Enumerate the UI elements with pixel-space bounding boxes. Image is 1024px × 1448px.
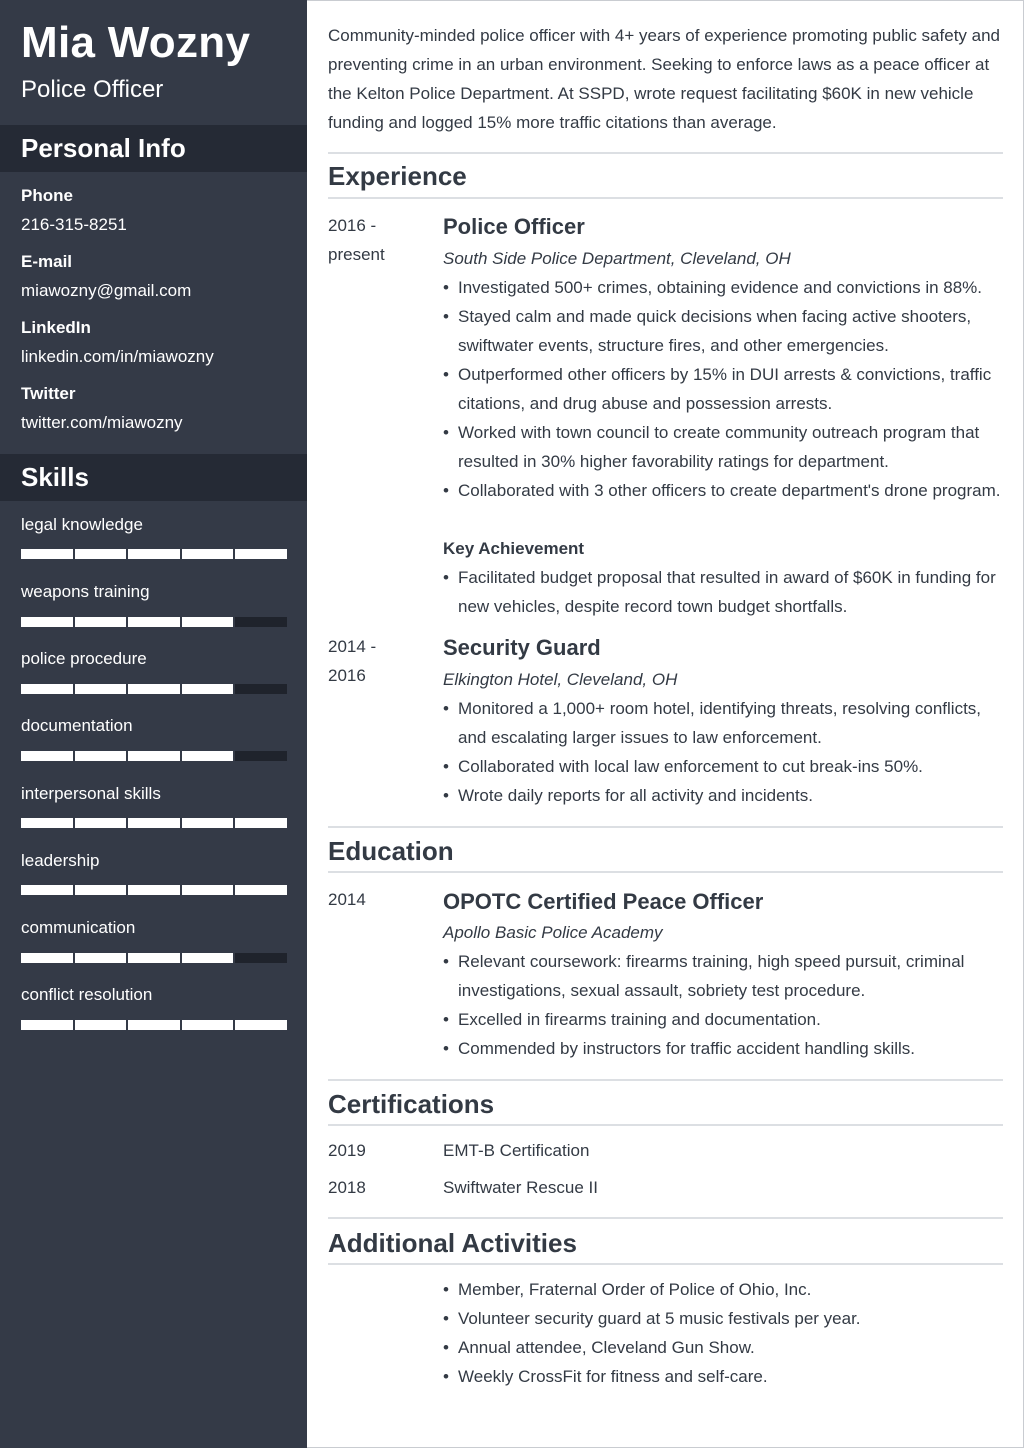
twitter-value: twitter.com/miawozny: [21, 413, 183, 432]
main-content: [307, 0, 1024, 1448]
job-date-start: 2014 -: [328, 637, 377, 656]
skill-name: conflict resolution: [21, 985, 153, 1004]
twitter-label: Twitter: [21, 384, 76, 403]
achievement-list: [443, 563, 1008, 621]
skill-segment-divider: [73, 549, 75, 559]
sidebar: [0, 0, 307, 1448]
skill-segment-divider: [73, 617, 75, 627]
skill-level-bar: [21, 885, 287, 895]
skill-segment-divider: [180, 818, 182, 828]
skill-segment-divider: [73, 885, 75, 895]
skill-level-bar: [21, 617, 287, 627]
job-bullet: • Wrote daily reports for all activity and incidents.: [443, 781, 1008, 810]
candidate-name: Mia Wozny: [21, 18, 251, 67]
achievement-bullet: • Facilitated budget proposal that resulted in award of $60K in funding for new vehicles, despite record town budget shortfalls.: [443, 563, 1008, 621]
skill-segment-divider: [180, 953, 182, 963]
skill-name: police procedure: [21, 649, 147, 668]
job-date-end: present: [328, 245, 385, 264]
education-bullet: • Excelled in firearms training and documentation.: [443, 1005, 1008, 1034]
skill-segment-divider: [73, 1020, 75, 1030]
activity-bullet: • Volunteer security guard at 5 music festivals per year.: [443, 1304, 1008, 1333]
education-school: Apollo Basic Police Academy: [443, 923, 663, 942]
job-date-end: 2016: [328, 666, 366, 685]
job-title: Security Guard: [443, 635, 601, 660]
job-bullet-list: [443, 694, 1008, 810]
section-divider: [328, 1217, 1003, 1219]
personal-info-heading: Personal Info: [21, 133, 186, 163]
phone-label: Phone: [21, 186, 73, 205]
skill-level-bar: [21, 684, 287, 694]
candidate-title: Police Officer: [21, 76, 164, 103]
job-date-range: [328, 211, 428, 269]
skill-level-bar: [21, 818, 287, 828]
phone-value: 216-315-8251: [21, 215, 127, 234]
skill-level-bar: [21, 1020, 287, 1030]
skill-level-fill: [21, 885, 287, 895]
section-divider: [328, 826, 1003, 828]
job-date-start: 2016 -: [328, 216, 377, 235]
section-divider: [328, 1263, 1003, 1265]
skill-segment-divider: [233, 684, 235, 694]
education-bullet: • Commended by instructors for traffic accident handling skills.: [443, 1034, 1008, 1063]
skill-segment-divider: [126, 953, 128, 963]
job-bullet: • Outperformed other officers by 15% in DUI arrests & convictions, traffic citations, and drug abuse and possession arrests.: [443, 360, 1008, 418]
activity-bullet: • Weekly CrossFit for fitness and self-care.: [443, 1362, 1008, 1391]
education-degree: OPOTC Certified Peace Officer: [443, 889, 764, 914]
personal-info-heading-band: [0, 125, 307, 172]
education-date: 2014: [328, 890, 366, 909]
skill-segment-divider: [73, 953, 75, 963]
skill-name: weapons training: [21, 582, 150, 601]
activities-list: [443, 1275, 1008, 1391]
job-bullet: • Stayed calm and made quick decisions when facing active shooters, swiftwater events, structure fires, and other emergencies.: [443, 302, 1008, 360]
skill-level-bar: [21, 549, 287, 559]
skill-segment-divider: [233, 953, 235, 963]
skill-segment-divider: [180, 751, 182, 761]
certification-year: 2019: [328, 1141, 366, 1160]
activity-bullet: • Member, Fraternal Order of Police of Ohio, Inc.: [443, 1275, 1008, 1304]
skill-segment-divider: [180, 1020, 182, 1030]
job-employer: South Side Police Department, Cleveland, OH: [443, 249, 791, 268]
skill-segment-divider: [233, 617, 235, 627]
skill-segment-divider: [73, 818, 75, 828]
skill-segment-divider: [233, 549, 235, 559]
skill-segment-divider: [233, 885, 235, 895]
skill-segment-divider: [73, 684, 75, 694]
experience-heading: Experience: [328, 161, 467, 191]
skill-name: interpersonal skills: [21, 784, 161, 803]
job-bullet: • Worked with town council to create community outreach program that resulted in 30% higher favorability ratings for department.: [443, 418, 1008, 476]
section-divider: [328, 152, 1003, 154]
certification-year: 2018: [328, 1178, 366, 1197]
activity-bullet: • Annual attendee, Cleveland Gun Show.: [443, 1333, 1008, 1362]
skill-segment-divider: [126, 818, 128, 828]
activities-heading: Additional Activities: [328, 1228, 577, 1258]
skill-segment-divider: [126, 549, 128, 559]
job-bullet: • Monitored a 1,000+ room hotel, identifying threats, resolving conflicts, and escalating larger issues to law enforcement.: [443, 694, 1008, 752]
job-bullet: • Investigated 500+ crimes, obtaining evidence and convictions in 88%.: [443, 273, 1008, 302]
skill-segment-divider: [126, 684, 128, 694]
skill-segment-divider: [126, 751, 128, 761]
skill-level-bar: [21, 751, 287, 761]
job-employer: Elkington Hotel, Cleveland, OH: [443, 670, 678, 689]
skill-segment-divider: [233, 751, 235, 761]
skill-name: legal knowledge: [21, 515, 143, 534]
section-divider: [328, 1079, 1003, 1081]
education-bullet: • Relevant coursework: firearms training, high speed pursuit, criminal investigations, sexual assault, sobriety test procedure.: [443, 947, 1008, 1005]
skill-segment-divider: [126, 617, 128, 627]
skill-segment-divider: [126, 1020, 128, 1030]
skill-segment-divider: [233, 1020, 235, 1030]
job-title: Police Officer: [443, 214, 585, 239]
skills-heading-band: [0, 454, 307, 501]
skill-level-fill: [21, 1020, 287, 1030]
summary-text: Community-minded police officer with 4+ years of experience promoting public safety and preventing crime in an urban environment. Seeking to enforce laws as a peace officer at the Kelton Police Department. At SSPD, wrote request facilitating $60K in new vehicle funding and logged 15% more traffic citations than average.: [328, 26, 1000, 132]
skill-segment-divider: [126, 885, 128, 895]
section-divider: [328, 871, 1003, 873]
job-bullet: • Collaborated with local law enforcement to cut break-ins 50%.: [443, 752, 1008, 781]
education-bullet-list: [443, 947, 1008, 1063]
skill-segment-divider: [73, 751, 75, 761]
skill-level-fill: [21, 818, 287, 828]
job-date-range: [328, 632, 428, 690]
skill-level-bar: [21, 953, 287, 963]
certification-name: Swiftwater Rescue II: [443, 1178, 598, 1197]
skill-segment-divider: [233, 818, 235, 828]
linkedin-value: linkedin.com/in/miawozny: [21, 347, 214, 366]
skill-name: leadership: [21, 851, 100, 870]
skill-name: documentation: [21, 716, 133, 735]
key-achievement-heading: Key Achievement: [443, 539, 585, 558]
job-bullet: • Collaborated with 3 other officers to create department's drone program.: [443, 476, 1008, 505]
skill-segment-divider: [180, 684, 182, 694]
skill-name: communication: [21, 918, 136, 937]
skills-heading: Skills: [21, 462, 89, 492]
skill-segment-divider: [180, 885, 182, 895]
section-divider: [328, 197, 1003, 199]
email-value: miawozny@gmail.com: [21, 281, 192, 300]
certification-name: EMT-B Certification: [443, 1141, 590, 1160]
education-heading: Education: [328, 836, 454, 866]
skill-level-fill: [21, 549, 287, 559]
skill-segment-divider: [180, 549, 182, 559]
section-divider: [328, 1124, 1003, 1126]
email-label: E-mail: [21, 252, 73, 271]
certifications-heading: Certifications: [328, 1089, 495, 1119]
job-bullet-list: [443, 273, 1008, 505]
skill-segment-divider: [180, 617, 182, 627]
linkedin-label: LinkedIn: [21, 318, 91, 337]
